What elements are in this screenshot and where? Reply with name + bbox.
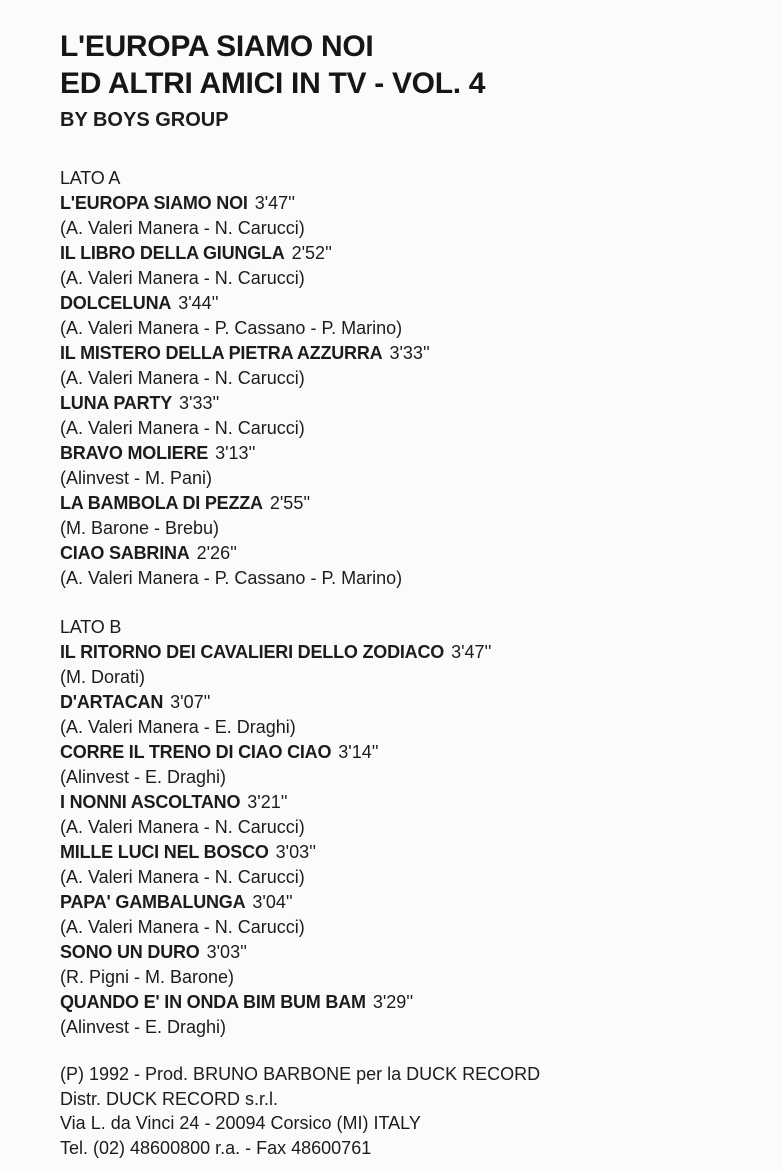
album-title-line-1: L'EUROPA SIAMO NOI: [60, 30, 374, 63]
track-title: PAPA' GAMBALUNGA: [60, 892, 246, 912]
track-heading: [60, 491, 770, 516]
track-duration: 3'04'': [252, 892, 293, 912]
track-credits: (M. Barone - Brebu): [60, 518, 220, 538]
track-item: [60, 990, 770, 1040]
track-item: [60, 640, 770, 690]
track-heading: [60, 890, 770, 915]
track-heading: [60, 940, 770, 965]
track-title: CIAO SABRINA: [60, 543, 190, 563]
track-title: LA BAMBOLA DI PEZZA: [60, 493, 263, 513]
track-duration: 3'47'': [451, 642, 492, 662]
track-title: I NONNI ASCOLTANO: [60, 792, 241, 812]
track-credits: (A. Valeri Manera - N. Carucci): [60, 368, 305, 388]
track-credits: (A. Valeri Manera - N. Carucci): [60, 418, 305, 438]
track-duration: 3'21'': [247, 792, 288, 812]
cassette-insert: [60, 28, 770, 1160]
track-heading: [60, 441, 770, 466]
track-duration: 2'55'': [269, 493, 311, 513]
track-credits: (M. Dorati): [60, 667, 145, 687]
track-title: DOLCELUNA: [60, 293, 172, 313]
track-title: BRAVO MOLIERE: [60, 443, 209, 463]
track-title: IL LIBRO DELLA GIUNGLA: [60, 243, 285, 263]
side-b: [60, 615, 770, 1040]
track-heading: [60, 391, 770, 416]
track-item: [60, 541, 770, 591]
track-title: L'EUROPA SIAMO NOI: [60, 193, 248, 213]
track-item: [60, 790, 770, 840]
track-title: MILLE LUCI NEL BOSCO: [60, 842, 269, 862]
track-duration: 3'07'': [170, 692, 211, 712]
track-credits: (Alinvest - M. Pani): [60, 468, 213, 488]
track-title: QUANDO E' IN ONDA BIM BUM BAM: [60, 992, 366, 1012]
track-heading: [60, 840, 770, 865]
track-credits: (A. Valeri Manera - N. Carucci): [60, 867, 305, 887]
track-duration: 3'29'': [372, 992, 414, 1012]
artist-credit: BY BOYS GROUP: [60, 109, 229, 131]
track-credits: (A. Valeri Manera - E. Draghi): [60, 717, 296, 737]
track-credits: (A. Valeri Manera - N. Carucci): [60, 917, 305, 937]
track-item: [60, 241, 770, 291]
track-heading: [60, 740, 770, 765]
track-duration: 3'47'': [254, 193, 296, 213]
track-title: CORRE IL TRENO DI CIAO CIAO: [60, 742, 332, 762]
track-duration: 2'26'': [196, 543, 237, 563]
track-heading: [60, 341, 770, 366]
track-item: [60, 740, 770, 790]
track-heading: [60, 790, 770, 815]
track-item: [60, 940, 770, 990]
track-heading: [60, 541, 770, 566]
track-duration: 3'03'': [206, 942, 247, 962]
address-line: Via L. da Vinci 24 - 20094 Corsico (MI) ITALY: [60, 1113, 421, 1133]
track-duration: 3'33'': [179, 393, 220, 413]
track-title: IL MISTERO DELLA PIETRA AZZURRA: [60, 343, 383, 363]
track-heading: [60, 990, 770, 1015]
copyright-line: (P) 1992 - Prod. BRUNO BARBONE per la DUCK RECORD: [60, 1064, 541, 1084]
track-credits: (Alinvest - E. Draghi): [60, 1017, 227, 1037]
track-heading: [60, 640, 770, 665]
track-duration: 3'33'': [389, 343, 430, 363]
track-title: IL RITORNO DEI CAVALIERI DELLO ZODIACO: [60, 642, 445, 662]
track-item: [60, 491, 770, 541]
track-item: [60, 890, 770, 940]
album-title-line-2: ED ALTRI AMICI IN TV - VOL. 4: [60, 67, 486, 100]
track-duration: 3'44'': [178, 293, 219, 313]
track-item: [60, 391, 770, 441]
track-duration: 2'52'': [291, 243, 332, 263]
track-credits: (A. Valeri Manera - P. Cassano - P. Marino): [60, 318, 403, 338]
track-credits: (A. Valeri Manera - N. Carucci): [60, 268, 305, 288]
side-b-label: LATO B: [60, 617, 122, 637]
track-item: [60, 341, 770, 391]
side-b-tracklist: [60, 640, 770, 1040]
track-credits: (A. Valeri Manera - P. Cassano - P. Marino): [60, 568, 403, 588]
track-item: [60, 690, 770, 740]
track-duration: 3'14'': [338, 742, 379, 762]
track-duration: 3'03'': [275, 842, 317, 862]
side-a: [60, 166, 770, 591]
track-title: D'ARTACAN: [60, 692, 164, 712]
track-item: [60, 441, 770, 491]
side-a-label: LATO A: [60, 168, 121, 188]
track-title: LUNA PARTY: [60, 393, 172, 413]
distributor-line: Distr. DUCK RECORD s.r.l.: [60, 1088, 279, 1109]
track-item: [60, 291, 770, 341]
track-heading: [60, 690, 770, 715]
track-item: [60, 840, 770, 890]
track-duration: 3'13'': [215, 443, 256, 463]
track-heading: [60, 241, 770, 266]
production-info: [60, 1062, 770, 1160]
track-item: [60, 191, 770, 241]
phone-line: Tel. (02) 48600800 r.a. - Fax 48600761: [60, 1137, 372, 1158]
track-credits: (A. Valeri Manera - N. Carucci): [60, 817, 305, 837]
track-credits: (R. Pigni - M. Barone): [60, 967, 235, 987]
track-credits: (Alinvest - E. Draghi): [60, 767, 227, 787]
track-title: SONO UN DURO: [60, 942, 200, 962]
side-a-tracklist: [60, 191, 770, 591]
track-credits: (A. Valeri Manera - N. Carucci): [60, 218, 305, 238]
track-heading: [60, 191, 770, 216]
track-heading: [60, 291, 770, 316]
